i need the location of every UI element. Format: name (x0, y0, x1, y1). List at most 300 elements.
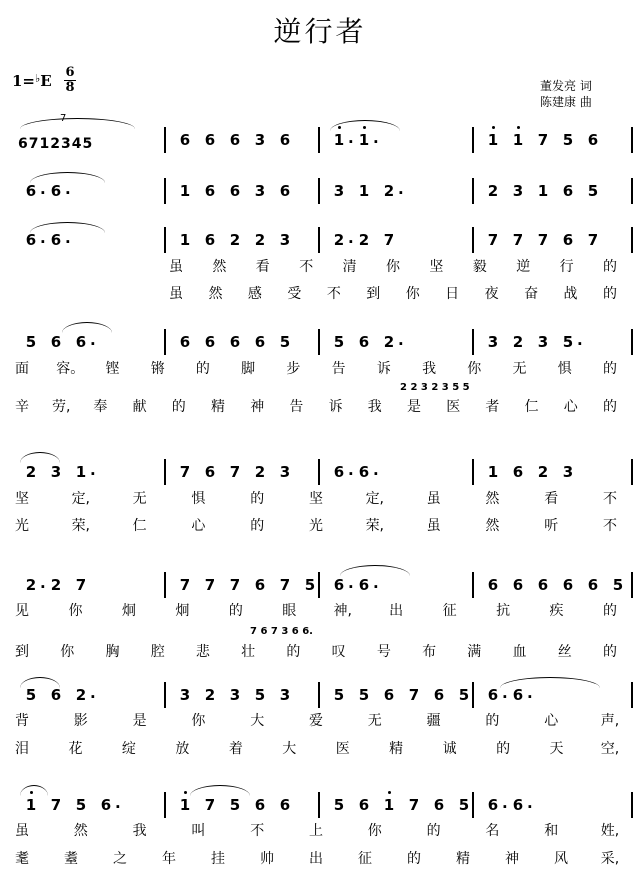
note: 3 (487, 333, 499, 351)
barline (164, 792, 166, 818)
tie-slur (500, 677, 600, 688)
duration-dot: · (373, 133, 379, 151)
lyric-char: 空, (600, 741, 620, 757)
barline (472, 329, 474, 355)
lyric-char: 奋 (524, 286, 539, 302)
lyric-char: 虽 (169, 286, 183, 302)
note: 5 (75, 796, 87, 814)
lyric-char: 叫 (191, 823, 206, 839)
lyric-char: 风 (554, 851, 568, 867)
lyric-char: 上 (309, 823, 323, 839)
duration-dot: · (348, 133, 354, 151)
lyric-char: 看 (544, 491, 559, 507)
note: 1 (509, 130, 527, 150)
lyric-char: 不 (326, 286, 341, 302)
lyric-char: 然 (485, 491, 500, 507)
lyric-char: 医 (335, 741, 350, 757)
note: 6 (50, 182, 62, 200)
duration-dot: · (502, 688, 508, 706)
lyric-char: 行 (559, 259, 574, 275)
note: 5 (25, 333, 37, 351)
barline (472, 178, 474, 204)
note: 1 (179, 231, 191, 249)
lyric-char: 抗 (496, 603, 511, 619)
barline (164, 682, 166, 708)
lyric-char: 不 (603, 518, 617, 534)
lyric-char: 耋 (64, 851, 78, 867)
lyric-char: 告 (331, 361, 346, 377)
lyric-char: 的 (603, 361, 617, 377)
barline-end (631, 227, 633, 253)
note: 7 (279, 576, 291, 594)
lyric-char: 然 (212, 259, 227, 275)
lyric-char: 步 (286, 361, 301, 377)
note: 6 (487, 796, 499, 814)
note: 6 (279, 131, 291, 149)
score-row (0, 795, 640, 819)
lyric-char: 你 (367, 823, 382, 839)
note: 5 (358, 686, 370, 704)
lyric-char: 坚 (309, 491, 323, 507)
note: 7 (587, 231, 599, 249)
barline (318, 792, 320, 818)
key-letter: E (40, 72, 52, 90)
barline (318, 459, 320, 485)
lyric-char: 感 (247, 286, 262, 302)
duration-dot: · (577, 335, 583, 353)
note: 6 (587, 131, 599, 149)
note: 5 (229, 796, 241, 814)
lyric-char: 诉 (328, 399, 343, 415)
note: 6 (50, 231, 62, 249)
barline-end (631, 682, 633, 708)
lyric-char: 不 (603, 491, 617, 507)
lyric-char: 容。 (56, 361, 85, 377)
duration-dot: · (90, 335, 96, 353)
lyric-char: 天 (549, 741, 564, 757)
lyric-char: 叹 (331, 644, 346, 660)
barline-end (631, 127, 633, 153)
barline (164, 572, 166, 598)
time-bottom: 8 (65, 80, 75, 95)
note: 5 (612, 576, 624, 594)
lyric-char: 不 (299, 259, 314, 275)
note: 2 (333, 231, 345, 249)
tie-slur (30, 172, 105, 183)
note: 6 (279, 796, 291, 814)
lyric-char: 帅 (260, 851, 274, 867)
high-octave-dot (492, 126, 495, 129)
duration-dot: · (398, 184, 404, 202)
lyric-char: 不 (250, 823, 265, 839)
note: 6 (562, 576, 574, 594)
lyric-char: 炯 (121, 603, 136, 619)
lyric-char: 定, (365, 491, 385, 507)
note: 6 (333, 576, 345, 594)
note: 5 (562, 131, 574, 149)
lyric-char: 的 (485, 713, 500, 729)
lyric-char: 的 (603, 399, 617, 415)
lyric-char: 神 (250, 399, 265, 415)
lyric-char: 你 (60, 644, 75, 660)
time-signature (64, 66, 76, 95)
score-row (0, 181, 640, 205)
note: 5 (304, 576, 316, 594)
lyric-char: 年 (162, 851, 176, 867)
tie-slur (330, 120, 400, 131)
note: 1 (176, 795, 194, 815)
note: 6 (75, 333, 87, 351)
lyric-char: 名 (485, 823, 500, 839)
lyric-line (0, 360, 640, 380)
lyric-char: 心 (191, 518, 206, 534)
note: 6 (100, 796, 112, 814)
note: 2 (25, 463, 37, 481)
song-title: 逆行者 (273, 15, 367, 48)
tuplet-bracket (20, 118, 135, 129)
tie-slur (20, 785, 48, 796)
note: 3 (279, 231, 291, 249)
note: 2 (487, 182, 499, 200)
note: 1 (355, 130, 373, 150)
lyric-char: 征 (358, 851, 372, 867)
note: 1 (487, 463, 499, 481)
note: 7 (537, 131, 549, 149)
lyric-char: 锵 (150, 361, 165, 377)
note: 6 (512, 576, 524, 594)
note: 1 (330, 130, 348, 150)
lyric-char: 我 (422, 361, 437, 377)
note: 7 (179, 463, 191, 481)
note: 1 (537, 182, 549, 200)
note: 5 (279, 333, 291, 351)
note: 1 (484, 130, 502, 150)
lyric-char: 之 (113, 851, 127, 867)
lyric-char: 惧 (557, 361, 572, 377)
note: 6 (204, 231, 216, 249)
note: 2 (537, 463, 549, 481)
lyric-char: 的 (603, 603, 617, 619)
lyric-char: 和 (544, 823, 559, 839)
lyric-char: 虽 (426, 518, 441, 534)
note: 7 (229, 463, 241, 481)
lyric-char: 声, (600, 713, 620, 729)
lyric-char: 的 (603, 644, 617, 660)
note: 7 (75, 576, 87, 594)
lyric-char: 虽 (15, 823, 29, 839)
note: 2 (383, 333, 395, 351)
duration-dot: · (40, 578, 46, 596)
lyric-char: 的 (250, 518, 265, 534)
note: 6 (587, 576, 599, 594)
lyric-char: 你 (467, 361, 482, 377)
score-row (0, 130, 640, 154)
note: 7 (204, 796, 216, 814)
lyric-char: 神 (505, 851, 519, 867)
duration-dot: · (527, 688, 533, 706)
lyric-char: 光 (309, 518, 323, 534)
duration-dot: · (373, 578, 379, 596)
lyric-char: 耄 (15, 851, 29, 867)
tie-slur (20, 452, 60, 463)
lyric-char: 的 (171, 399, 186, 415)
lyric-line (0, 850, 640, 870)
lyric-char: 然 (485, 518, 500, 534)
lyric-char: 绽 (121, 741, 136, 757)
lyric-char: 爱 (309, 713, 323, 729)
lyric-char: 仁 (524, 399, 539, 415)
duration-dot: · (373, 465, 379, 483)
barline (472, 227, 474, 253)
duration-dot: · (348, 465, 354, 483)
note: 7 (229, 576, 241, 594)
note: 6 (254, 576, 266, 594)
tie-slur (190, 785, 250, 796)
lyric-line (0, 740, 640, 760)
alt-notes-row7: 7 6 7 3 6 6. (250, 626, 313, 637)
lyric-line (0, 490, 640, 510)
note: 6 (358, 796, 370, 814)
barline (164, 329, 166, 355)
note: 5 (25, 686, 37, 704)
note: 6 (537, 576, 549, 594)
lyric-char: 精 (211, 399, 225, 415)
lyric-char: 战 (563, 286, 578, 302)
barline (472, 459, 474, 485)
note: 6 (358, 576, 370, 594)
tuplet-number: 7 (60, 113, 67, 124)
duration-dot: · (348, 233, 354, 251)
note: 3 (279, 463, 291, 481)
lyric-char: 清 (342, 259, 357, 275)
note: 6 (562, 231, 574, 249)
lyric-char: 奉 (93, 399, 108, 415)
tie-slur (340, 565, 410, 576)
note: 6 (333, 463, 345, 481)
duration-dot: · (40, 233, 46, 251)
lyric-char: 布 (422, 644, 437, 660)
note: 5 (562, 333, 574, 351)
lyric-char: 疆 (426, 713, 441, 729)
duration-dot: · (398, 335, 404, 353)
barline-end (631, 792, 633, 818)
lyric-char: 丝 (557, 644, 572, 660)
lyric-char: 惧 (191, 491, 206, 507)
lyric-char: 眼 (282, 603, 297, 619)
note: 5 (587, 182, 599, 200)
barline (318, 682, 320, 708)
duration-dot: · (90, 688, 96, 706)
note: 6 (512, 686, 524, 704)
note: 7 (50, 796, 62, 814)
note: 2 (254, 231, 266, 249)
lyric-char: 影 (73, 713, 88, 729)
lyric-char: 坚 (15, 491, 29, 507)
high-octave-dot (388, 791, 391, 794)
barline (318, 178, 320, 204)
alt-notes-row4: 2 2 3 2 3 5 5 (400, 382, 470, 393)
note: 7 (383, 231, 395, 249)
lyric-char: 我 (367, 399, 382, 415)
lyric-char: 无 (367, 713, 382, 729)
note: 2 (75, 686, 87, 704)
lyric-char: 心 (563, 399, 578, 415)
lyric-char: 的 (407, 851, 421, 867)
note: 6 (229, 131, 241, 149)
note: 6 (204, 463, 216, 481)
note: 3 (562, 463, 574, 481)
flat-sign: ♭ (35, 72, 41, 85)
lyric-char: 日 (445, 286, 460, 302)
lyric-char: 光 (15, 518, 29, 534)
lyric-char: 诉 (376, 361, 391, 377)
key-prefix: 1= (12, 72, 36, 90)
note: 1 (179, 182, 191, 200)
lyric-char: 花 (68, 741, 83, 757)
lyric-char: 的 (250, 491, 265, 507)
duration-dot: · (115, 798, 121, 816)
lyric-char: 征 (442, 603, 457, 619)
barline (318, 329, 320, 355)
note: 6 (433, 686, 445, 704)
note: 6 (25, 182, 37, 200)
tie-slur (62, 322, 112, 333)
barline (472, 682, 474, 708)
note: 5 (333, 333, 345, 351)
barline (318, 572, 320, 598)
note: 3 (50, 463, 62, 481)
lyric-line (0, 602, 640, 622)
duration-dot: · (65, 184, 71, 202)
lyric-char: 的 (496, 741, 511, 757)
barline (318, 127, 320, 153)
lyric-char: 出 (389, 603, 404, 619)
lyric-char: 着 (228, 741, 243, 757)
score-row (0, 685, 640, 709)
note: 7 (204, 576, 216, 594)
note: 5 (254, 686, 266, 704)
lyric-char: 姓, (600, 823, 620, 839)
lyric-char: 看 (255, 259, 270, 275)
note: 3 (254, 131, 266, 149)
note: 3 (512, 182, 524, 200)
note: 6 (487, 576, 499, 594)
note: 6 (433, 796, 445, 814)
note: 6 (358, 333, 370, 351)
note: 7 (537, 231, 549, 249)
composer-credit: 陈建康 曲 (540, 95, 592, 109)
note: 2 (383, 182, 395, 200)
lyric-char: 大 (250, 713, 265, 729)
lyric-char: 的 (426, 823, 441, 839)
lyric-char: 夜 (484, 286, 499, 302)
note: 1 (358, 182, 370, 200)
barline-end (631, 572, 633, 598)
lyric-char: 辛 (15, 399, 29, 415)
score-row (0, 230, 640, 254)
lyric-char: 炯 (175, 603, 190, 619)
lyric-char: 者 (485, 399, 500, 415)
lyric-char: 荣, (71, 518, 91, 534)
lyric-char: 大 (282, 741, 297, 757)
note: 2 (204, 686, 216, 704)
lyric-char: 无 (132, 491, 147, 507)
lyric-char: 放 (175, 741, 190, 757)
lyric-char: 精 (456, 851, 470, 867)
note: 6 (383, 686, 395, 704)
lyric-line (0, 712, 640, 732)
lyric-char: 的 (286, 644, 301, 660)
tie-slur (30, 222, 105, 233)
note: 3 (279, 686, 291, 704)
lyric-char: 铿 (105, 361, 120, 377)
lyric-char: 挂 (211, 851, 225, 867)
lyric-char: 然 (208, 286, 223, 302)
note: 6 (358, 463, 370, 481)
note: 2 (50, 576, 62, 594)
lyric-char: 满 (467, 644, 482, 660)
note: 2 (512, 333, 524, 351)
barline-end (631, 178, 633, 204)
lyric-char: 你 (405, 286, 420, 302)
note: 6 (179, 131, 191, 149)
tie-slur (20, 677, 60, 688)
lyric-char: 的 (228, 603, 243, 619)
barline-end (631, 459, 633, 485)
lyric-char: 面 (15, 361, 29, 377)
barline (164, 178, 166, 204)
score-row (0, 332, 640, 356)
note: 2 (229, 231, 241, 249)
score-row (0, 575, 640, 599)
lyric-char: 告 (289, 399, 304, 415)
lyric-line (0, 822, 640, 842)
duration-dot: · (65, 233, 71, 251)
lyric-char: 无 (512, 361, 527, 377)
lyric-char: 荣, (365, 518, 385, 534)
lyric-char: 血 (512, 644, 527, 660)
time-top: 6 (65, 65, 75, 80)
duration-dot: · (40, 184, 46, 202)
lyric-char: 你 (386, 259, 400, 275)
lyric-char: 到 (366, 286, 381, 302)
lyric-char: 背 (15, 713, 29, 729)
lyric-char: 你 (191, 713, 206, 729)
note: 6 (50, 686, 62, 704)
note: 1 (22, 795, 40, 815)
lyric-char: 虽 (169, 259, 183, 275)
note: 6 (204, 333, 216, 351)
note: 6 (487, 686, 499, 704)
credits (540, 78, 592, 110)
note: 6 (562, 182, 574, 200)
lyric-char: 壮 (241, 644, 256, 660)
lyric-line (0, 285, 640, 305)
lyric-char: 脚 (241, 361, 256, 377)
note: 7 (408, 686, 420, 704)
lyric-char: 号 (376, 644, 391, 660)
lyric-line (0, 517, 640, 537)
lyric-char: 出 (309, 851, 323, 867)
lyric-char: 是 (132, 713, 147, 729)
note: 7 (487, 231, 499, 249)
note: 2 (25, 576, 37, 594)
duration-dot: · (90, 465, 96, 483)
note: 6 (50, 333, 62, 351)
lyric-char: 腔 (150, 644, 165, 660)
note: 5 (458, 686, 470, 704)
note: 7 (408, 796, 420, 814)
